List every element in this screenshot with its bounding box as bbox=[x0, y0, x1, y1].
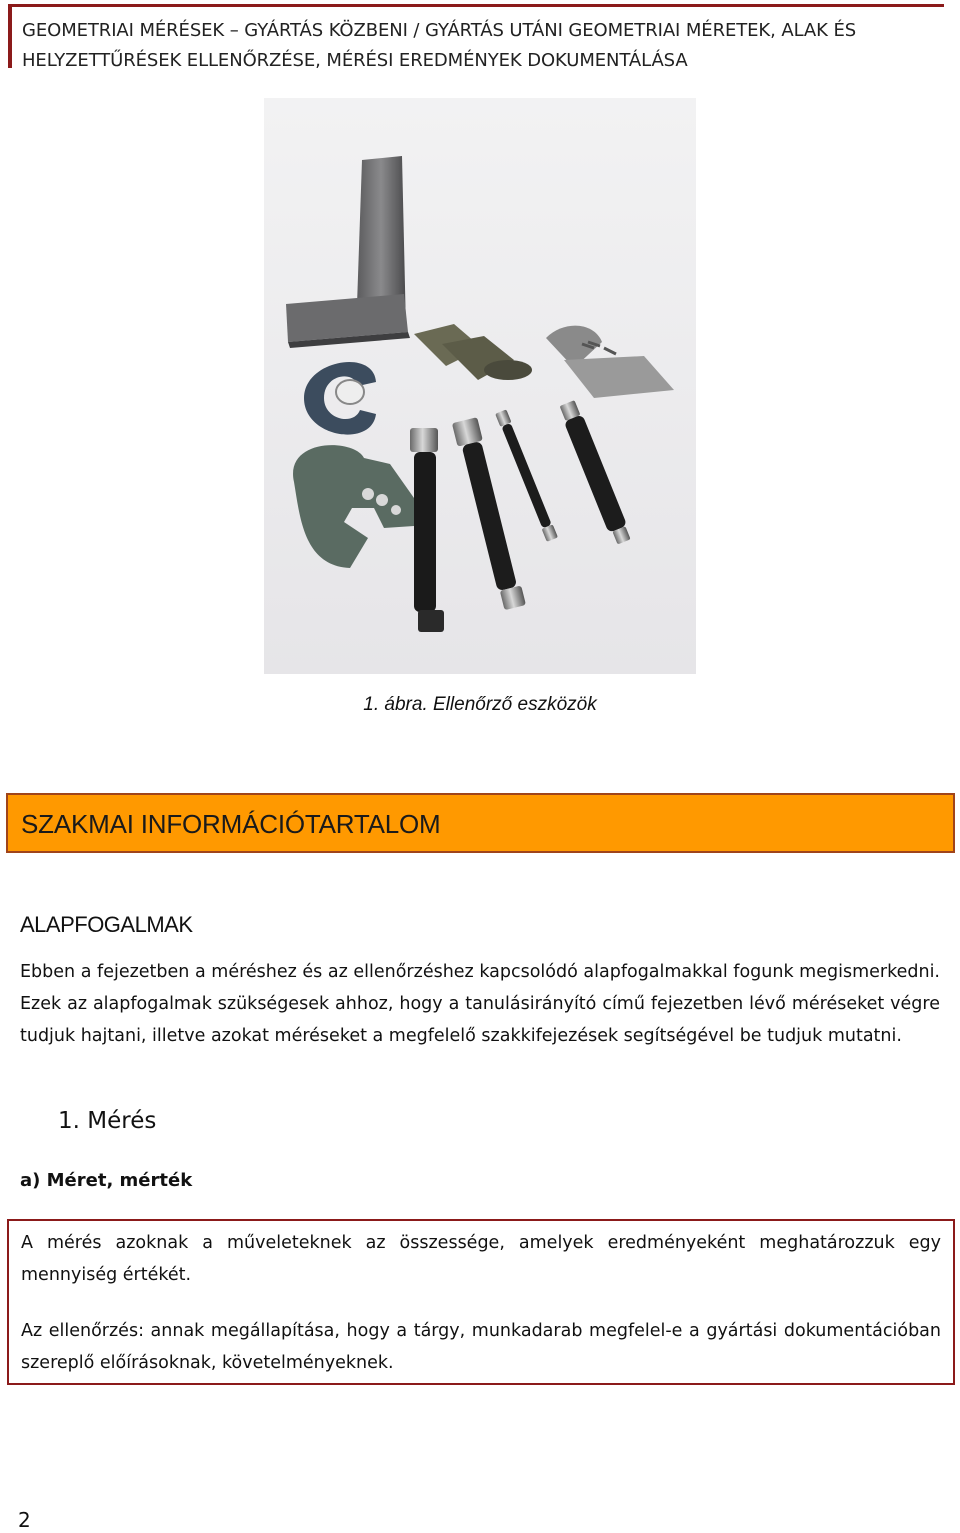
page-header bbox=[8, 4, 944, 71]
definition-inspection: Az ellenőrzés: annak megállapítása, hogy a tárgy, munkadarab megfelel-e a gyártási dokumentációban szereplő előírásoknak, követelményeknek. bbox=[21, 1321, 941, 1373]
intro-paragraph: Ebben a fejezetben a méréshez és az ellenőrzéshez kapcsolódó alapfogalmakkal fogunk megismerkedni. Ezek az alapfogalmak szükségesek ahhoz, hogy a tanulásirányító című fejezetben lévő méréseket végre tudjuk hajtani, illetve azokat méréseket a megfelelő szakkifejezések segítségével be tudjuk mutatni. bbox=[20, 962, 940, 1046]
header-line-1: GEOMETRIAI MÉRÉSEK – GYÁRTÁS KÖZBENI / GYÁRTÁS UTÁNI GEOMETRIAI MÉRETEK, ALAK ÉS bbox=[22, 20, 857, 41]
page-number: 2 bbox=[18, 1508, 31, 1532]
definition-box bbox=[7, 1219, 955, 1385]
measuring-tools-illustration bbox=[264, 98, 696, 674]
numbered-heading: 1. Mérés bbox=[58, 1108, 157, 1134]
section-banner: SZAKMAI INFORMÁCIÓTARTALOM bbox=[6, 793, 955, 853]
subheading: a) Méret, mérték bbox=[20, 1170, 193, 1191]
figure-caption: 1. ábra. Ellenőrző eszközök bbox=[363, 694, 597, 715]
section-heading: ALAPFOGALMAK bbox=[20, 912, 193, 937]
header-line-2: HELYZETTŰRÉSEK ELLENŐRZÉSE, MÉRÉSI EREDMÉNYEK DOKUMENTÁLÁSA bbox=[22, 50, 688, 71]
definition-measurement: A mérés azoknak a műveleteknek az összessége, amelyek eredményeként meghatározzuk egy mennyiség értékét. bbox=[21, 1233, 941, 1285]
figure-photo-measuring-tools bbox=[264, 98, 696, 674]
